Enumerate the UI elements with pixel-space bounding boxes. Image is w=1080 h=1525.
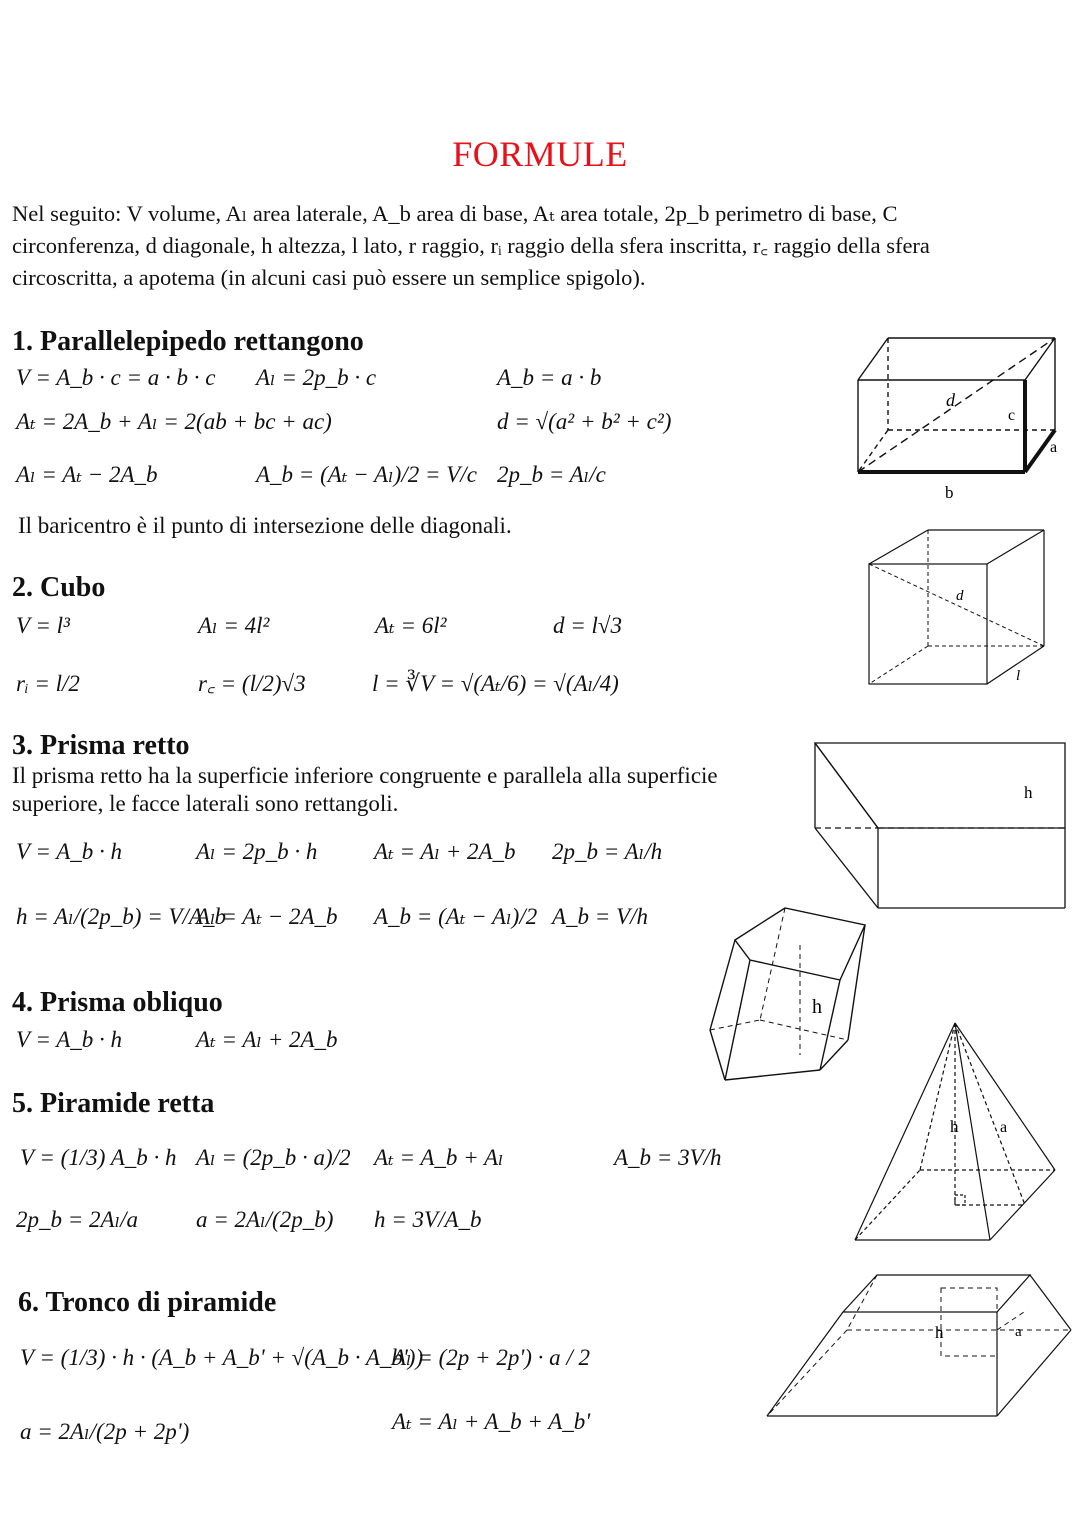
formula-pyramid-base-perimeter: 2p_b = 2Aₗ/a bbox=[16, 1207, 139, 1232]
fig-label-d: d bbox=[946, 390, 955, 410]
formula-frustum-total-area: Aₜ = Aₗ + A_b + A_b' bbox=[392, 1409, 591, 1434]
formula-prism-base-area-2: A_b = V/h bbox=[552, 904, 649, 929]
frustum-label-a: a bbox=[1015, 1324, 1022, 1340]
formula-base-perimeter: 2p_b = Aₗ/c bbox=[497, 462, 606, 487]
formula-prism-total-area: Aₜ = Aₗ + 2A_b bbox=[374, 839, 516, 864]
formula-lateral-area-2: Aₗ = Aₜ − 2A_b bbox=[16, 462, 158, 487]
pyramid-label-h: h bbox=[950, 1117, 959, 1136]
frustum-figure bbox=[765, 1270, 1075, 1420]
formula-pyramid-total-area: Aₜ = A_b + Aₗ bbox=[374, 1145, 504, 1170]
oblique-prism-figure bbox=[690, 905, 875, 1085]
formula-pyramid-lateral-area: Aₗ = (2p_b · a)/2 bbox=[196, 1145, 351, 1170]
fig-label-a: a bbox=[1050, 439, 1058, 456]
formula-pyramid-apothem: a = 2Aₗ/(2p_b) bbox=[196, 1207, 334, 1232]
formula-cube-side: l = ∛V = √(Aₜ/6) = √(Aₗ/4) bbox=[372, 671, 619, 696]
right-prism-label-h: h bbox=[1024, 783, 1033, 802]
formula-cube-volume: V = l³ bbox=[16, 613, 70, 638]
formula-prism-lateral-area-2: Aₗ = Aₜ − 2A_b bbox=[196, 904, 338, 929]
section-heading-parallelepiped: 1. Parallelepipedo rettangono bbox=[12, 326, 364, 357]
intro-line-3: circoscritta, a apotema (in alcuni casi può essere un semplice spigolo). bbox=[12, 265, 646, 290]
formula-pyramid-base-area: A_b = 3V/h bbox=[614, 1145, 722, 1170]
right-prism-desc-1: Il prisma retto ha la superficie inferiore congruente e parallela alla superficie bbox=[12, 763, 718, 788]
fig-label-b: b bbox=[945, 483, 954, 502]
parallelepiped-figure bbox=[850, 330, 1065, 505]
formula-base-area-2: A_b = (Aₜ − Aₗ)/2 = V/c bbox=[256, 462, 477, 487]
formula-oblique-total-area: Aₜ = Aₗ + 2A_b bbox=[196, 1027, 338, 1052]
formula-frustum-volume: V = (1/3) · h · (A_b + A_b' + √(A_b · A_b')) bbox=[20, 1345, 424, 1370]
section-heading-right-prism: 3. Prisma retto bbox=[12, 730, 190, 761]
formula-cube-lateral-area: Aₗ = 4l² bbox=[198, 613, 270, 638]
section-heading-frustum: 6. Tronco di piramide bbox=[18, 1287, 277, 1318]
right-prism-desc-2: superiore, le facce laterali sono rettangoli. bbox=[12, 791, 399, 816]
page-title: FORMULE bbox=[452, 134, 628, 174]
formula-prism-base-perimeter: 2p_b = Aₗ/h bbox=[552, 839, 663, 864]
pyramid-figure bbox=[850, 1020, 1065, 1245]
formula-circumscribed-radius: r꜀ = (l/2)√3 bbox=[198, 671, 306, 696]
formula-pyramid-height: h = 3V/A_b bbox=[374, 1207, 482, 1232]
section-heading-pyramid: 5. Piramide retta bbox=[12, 1088, 215, 1119]
formula-prism-lateral-area: Aₗ = 2p_b · h bbox=[196, 839, 318, 864]
formula-cube-diagonal: d = l√3 bbox=[553, 613, 623, 638]
cube-figure bbox=[866, 528, 1066, 688]
formula-pyramid-volume: V = (1/3) A_b · h bbox=[20, 1145, 177, 1170]
intro-line-1: Nel seguito: V volume, Aₗ area laterale, A_b area di base, Aₜ area totale, 2p_b perimetro di base, C bbox=[12, 201, 898, 226]
formula-diagonal: d = √(a² + b² + c²) bbox=[497, 409, 672, 434]
intro-paragraph bbox=[12, 198, 1068, 294]
intro-line-2: circonferenza, d diagonale, h altezza, l lato, r raggio, rᵢ raggio della sfera inscritta, r꜀ raggio della sfera bbox=[12, 233, 930, 258]
formula-base-area: A_b = a · b bbox=[497, 365, 602, 390]
cube-label-d: d bbox=[956, 588, 964, 604]
section-heading-cube: 2. Cubo bbox=[12, 572, 106, 603]
frustum-label-h: h bbox=[935, 1323, 944, 1342]
formula-prism-volume: V = A_b · h bbox=[16, 839, 123, 864]
formula-cube-total-area: Aₜ = 6l² bbox=[375, 613, 447, 638]
formula-total-area: Aₜ = 2A_b + Aₗ = 2(ab + bc + ac) bbox=[16, 409, 332, 434]
right-prism-figure bbox=[810, 740, 1072, 910]
formula-frustum-lateral-area: Aₗ = (2p + 2p') · a / 2 bbox=[392, 1345, 591, 1370]
pyramid-label-a: a bbox=[1000, 1119, 1008, 1136]
formula-volume: V = A_b · c = a · b · c bbox=[16, 365, 216, 390]
formula-prism-base-area: A_b = (Aₜ − Aₗ)/2 bbox=[374, 904, 538, 929]
barycenter-note: Il baricentro è il punto di intersezione delle diagonali. bbox=[18, 513, 512, 538]
formula-inscribed-radius: rᵢ = l/2 bbox=[16, 671, 80, 696]
formula-frustum-apothem: a = 2Aₗ/(2p + 2p') bbox=[20, 1419, 190, 1444]
cube-label-l: l bbox=[1016, 668, 1021, 684]
formula-oblique-volume: V = A_b · h bbox=[16, 1027, 123, 1052]
oblique-prism-label-h: h bbox=[812, 996, 822, 1018]
formula-lateral-area: Aₗ = 2p_b · c bbox=[256, 365, 377, 390]
formula-prism-height: h = Aₗ/(2p_b) = V/A_b bbox=[16, 904, 226, 929]
section-heading-oblique-prism: 4. Prisma obliquo bbox=[12, 987, 223, 1018]
fig-label-c: c bbox=[1008, 407, 1016, 424]
